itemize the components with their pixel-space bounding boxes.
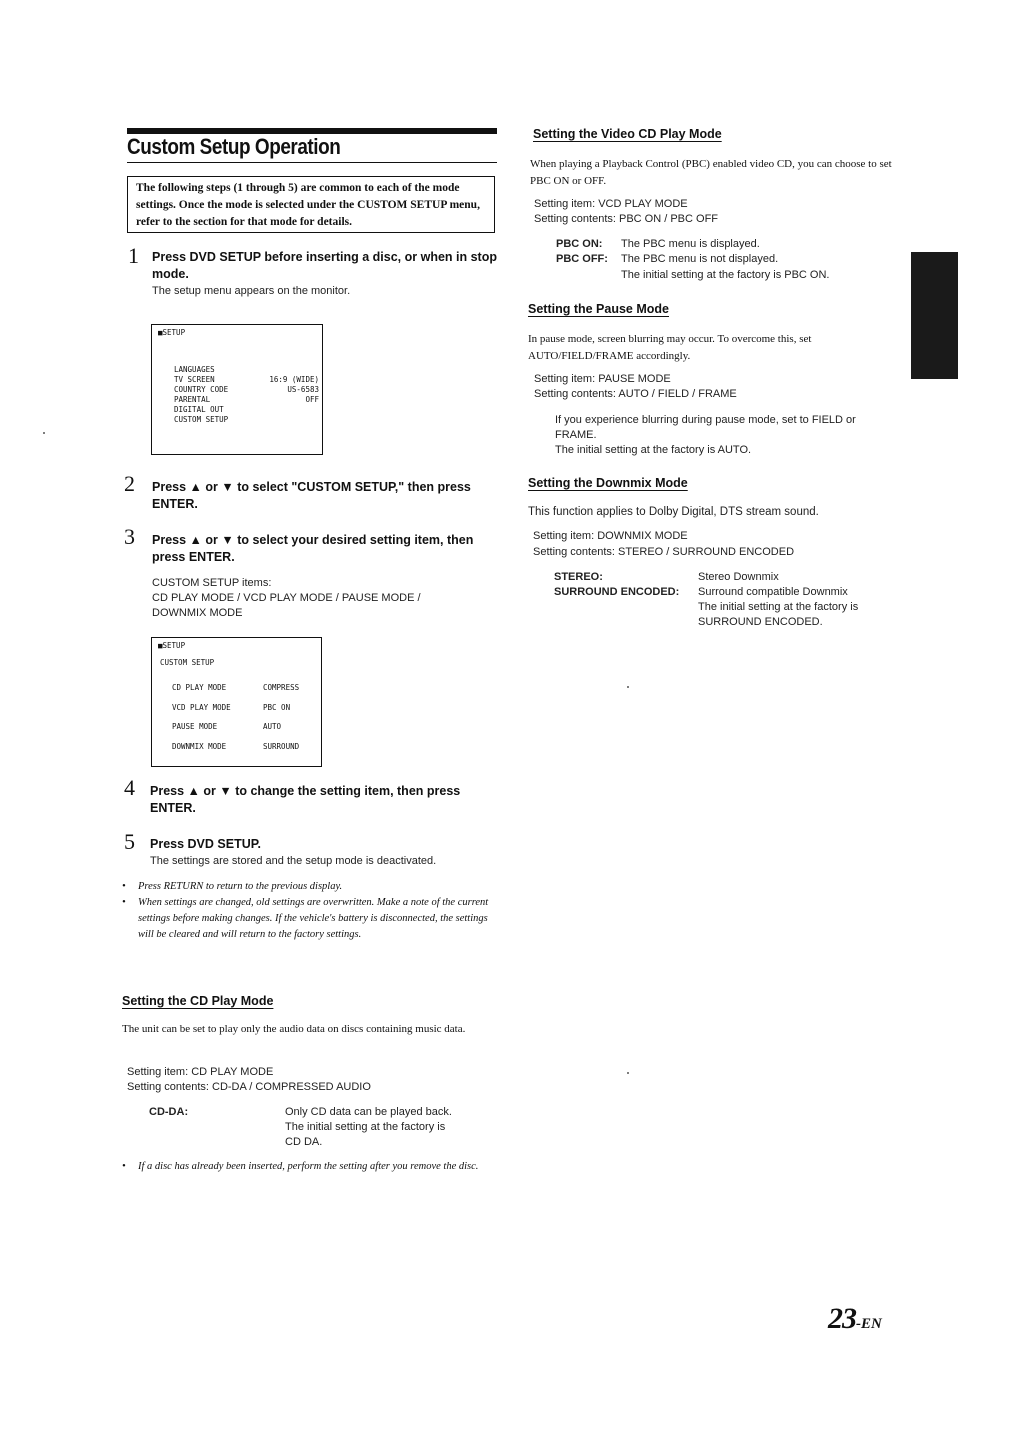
screen-row — [172, 717, 315, 737]
row-label: PARENTAL — [174, 395, 211, 404]
step-3-heading: Press ▲ or ▼ to select your desired setting item, then press ENTER. — [152, 533, 474, 564]
downmix-factory-1: The initial setting at the factory is — [698, 601, 859, 613]
vcd-section-title: Setting the Video CD Play Mode — [533, 127, 722, 141]
pause-section-title: Setting the Pause Mode — [528, 302, 669, 316]
row-label: DOWNMIX MODE — [172, 741, 227, 751]
screen-header: ■SETUP — [158, 328, 186, 337]
row-value: US-6583 — [287, 385, 319, 394]
row-value: PBC ON — [263, 702, 291, 712]
step-3-body-1: CUSTOM SETUP items: — [152, 577, 272, 589]
pbc-on-label: PBC ON: — [556, 238, 603, 250]
cd-da-line-2: The initial setting at the factory is — [285, 1121, 446, 1133]
custom-setup-screen — [151, 637, 322, 767]
surround-label: SURROUND ENCODED: — [554, 586, 680, 598]
cd-da-line-3: CD DA. — [285, 1136, 323, 1148]
row-value: 16:9 (WIDE) — [269, 375, 319, 384]
screen-row — [174, 375, 319, 385]
cd-note: If a disc has already been inserted, perform the setting after you remove the disc. — [138, 1161, 479, 1172]
pause-setting-contents: Setting contents: AUTO / FIELD / FRAME — [534, 388, 737, 400]
screen-header: ■SETUP — [158, 641, 186, 650]
downmix-section-title: Setting the Downmix Mode — [528, 476, 688, 490]
pbc-off-text: The PBC menu is not displayed. — [621, 253, 779, 265]
screen-menu-list — [174, 365, 319, 425]
screen-row — [174, 365, 319, 375]
step-4-number: 4 — [124, 775, 135, 800]
cd-setting-item: Setting item: CD PLAY MODE — [127, 1066, 274, 1078]
step-5-heading: Press DVD SETUP. — [150, 837, 261, 851]
cd-da-line-1: Only CD data can be played back. — [285, 1106, 452, 1118]
screen-row — [174, 385, 319, 395]
screen-row — [174, 415, 319, 425]
title-rule-thin — [127, 162, 497, 163]
cd-setting-contents: Setting contents: CD-DA / COMPRESSED AUDIO — [127, 1081, 371, 1093]
downmix-factory-2: SURROUND ENCODED. — [698, 616, 823, 628]
screen-row — [174, 395, 319, 405]
scan-speck — [627, 686, 629, 688]
vcd-setting-item: Setting item: VCD PLAY MODE — [534, 198, 688, 210]
downmix-setting-contents: Setting contents: STEREO / SURROUND ENCODED — [533, 546, 795, 558]
row-value: AUTO — [263, 722, 282, 731]
cd-section-desc: The unit can be set to play only the audio data on discs containing music data. — [122, 1023, 466, 1035]
screen-row — [174, 405, 319, 415]
page-number-suffix: -EN — [856, 1316, 882, 1332]
pbc-on-text: The PBC menu is displayed. — [621, 238, 760, 250]
screen-menu-list — [172, 678, 315, 756]
row-label: COUNTRY CODE — [174, 385, 229, 394]
row-value: COMPRESS — [263, 683, 300, 692]
row-label: PAUSE MODE — [172, 722, 218, 731]
screen-subheader: CUSTOM SETUP — [160, 658, 215, 667]
step-5-body: The settings are stored and the setup mode is deactivated. — [150, 855, 437, 867]
scan-speck — [43, 432, 45, 434]
row-label: DIGITAL OUT — [174, 405, 224, 414]
step-1-heading: Press DVD SETUP before inserting a disc, or when in stop mode. — [152, 250, 497, 281]
row-label: CUSTOM SETUP — [174, 415, 229, 424]
vcd-setting-contents: Setting contents: PBC ON / PBC OFF — [534, 213, 719, 225]
note-bullet: • — [122, 1161, 126, 1172]
pause-factory: The initial setting at the factory is AUTO. — [555, 444, 752, 456]
row-value: OFF — [305, 395, 319, 404]
screen-row — [172, 678, 315, 698]
page-number — [828, 1302, 882, 1336]
pause-section-desc: In pause mode, screen blurring may occur. To overcome this, set AUTO/FIELD/FRAME accordingly. — [528, 333, 812, 362]
stereo-text: Stereo Downmix — [698, 571, 779, 583]
pbc-off-label: PBC OFF: — [556, 253, 608, 265]
screen-row — [172, 698, 315, 718]
note-1: Press RETURN to return to the previous display. — [138, 881, 343, 892]
section-tab-marker — [911, 252, 958, 379]
step-4-heading: Press ▲ or ▼ to change the setting item, then press ENTER. — [150, 784, 461, 815]
downmix-section-desc: This function applies to Dolby Digital, DTS stream sound. — [528, 506, 819, 518]
row-value: SURROUND — [263, 741, 300, 751]
row-label: TV SCREEN — [174, 375, 215, 384]
pause-setting-item: Setting item: PAUSE MODE — [534, 373, 671, 385]
screen-row — [172, 737, 315, 757]
note-bullet: • — [122, 897, 126, 908]
row-label: LANGUAGES — [174, 365, 215, 374]
scan-speck — [627, 1072, 629, 1074]
step-1-body: The setup menu appears on the monitor. — [152, 285, 351, 297]
page-number-digits: 23 — [828, 1302, 856, 1335]
row-label: CD PLAY MODE — [172, 683, 227, 692]
step-3-number: 3 — [124, 524, 135, 549]
note-bullet: • — [122, 881, 126, 892]
page-title: Custom Setup Operation — [127, 134, 341, 159]
row-label: VCD PLAY MODE — [172, 702, 231, 712]
step-5-number: 5 — [124, 829, 135, 854]
step-2-heading: Press ▲ or ▼ to select "CUSTOM SETUP," then press ENTER. — [152, 480, 471, 511]
step-1-number: 1 — [128, 243, 139, 268]
cd-da-label: CD-DA: — [149, 1106, 189, 1118]
vcd-section-desc: When playing a Playback Control (PBC) enabled video CD, you can choose to set PBC ON or OFF. — [530, 158, 892, 187]
vcd-factory: The initial setting at the factory is PBC ON. — [621, 269, 830, 281]
setup-menu-screen — [151, 324, 323, 455]
cd-section-title: Setting the CD Play Mode — [122, 994, 274, 1008]
intro-box: The following steps (1 through 5) are common to each of the mode settings. Once the mode is selected under the CUSTOM SETUP menu, refer to the section for that mode for details. — [127, 176, 495, 233]
step-2-number: 2 — [124, 471, 135, 496]
step-3-body-2: CD PLAY MODE / VCD PLAY MODE / PAUSE MODE / DOWNMIX MODE — [152, 592, 421, 619]
surround-text: Surround compatible Downmix — [698, 586, 848, 598]
stereo-label: STEREO: — [554, 571, 603, 583]
pause-detail: If you experience blurring during pause mode, set to FIELD or FRAME. — [555, 414, 856, 441]
note-2: When settings are changed, old settings are overwritten. Make a note of the current settings before making changes. If the vehicle's battery is disconnected, the settings will be cleared and will return to the factory settings. — [138, 897, 489, 940]
downmix-setting-item: Setting item: DOWNMIX MODE — [533, 530, 688, 542]
